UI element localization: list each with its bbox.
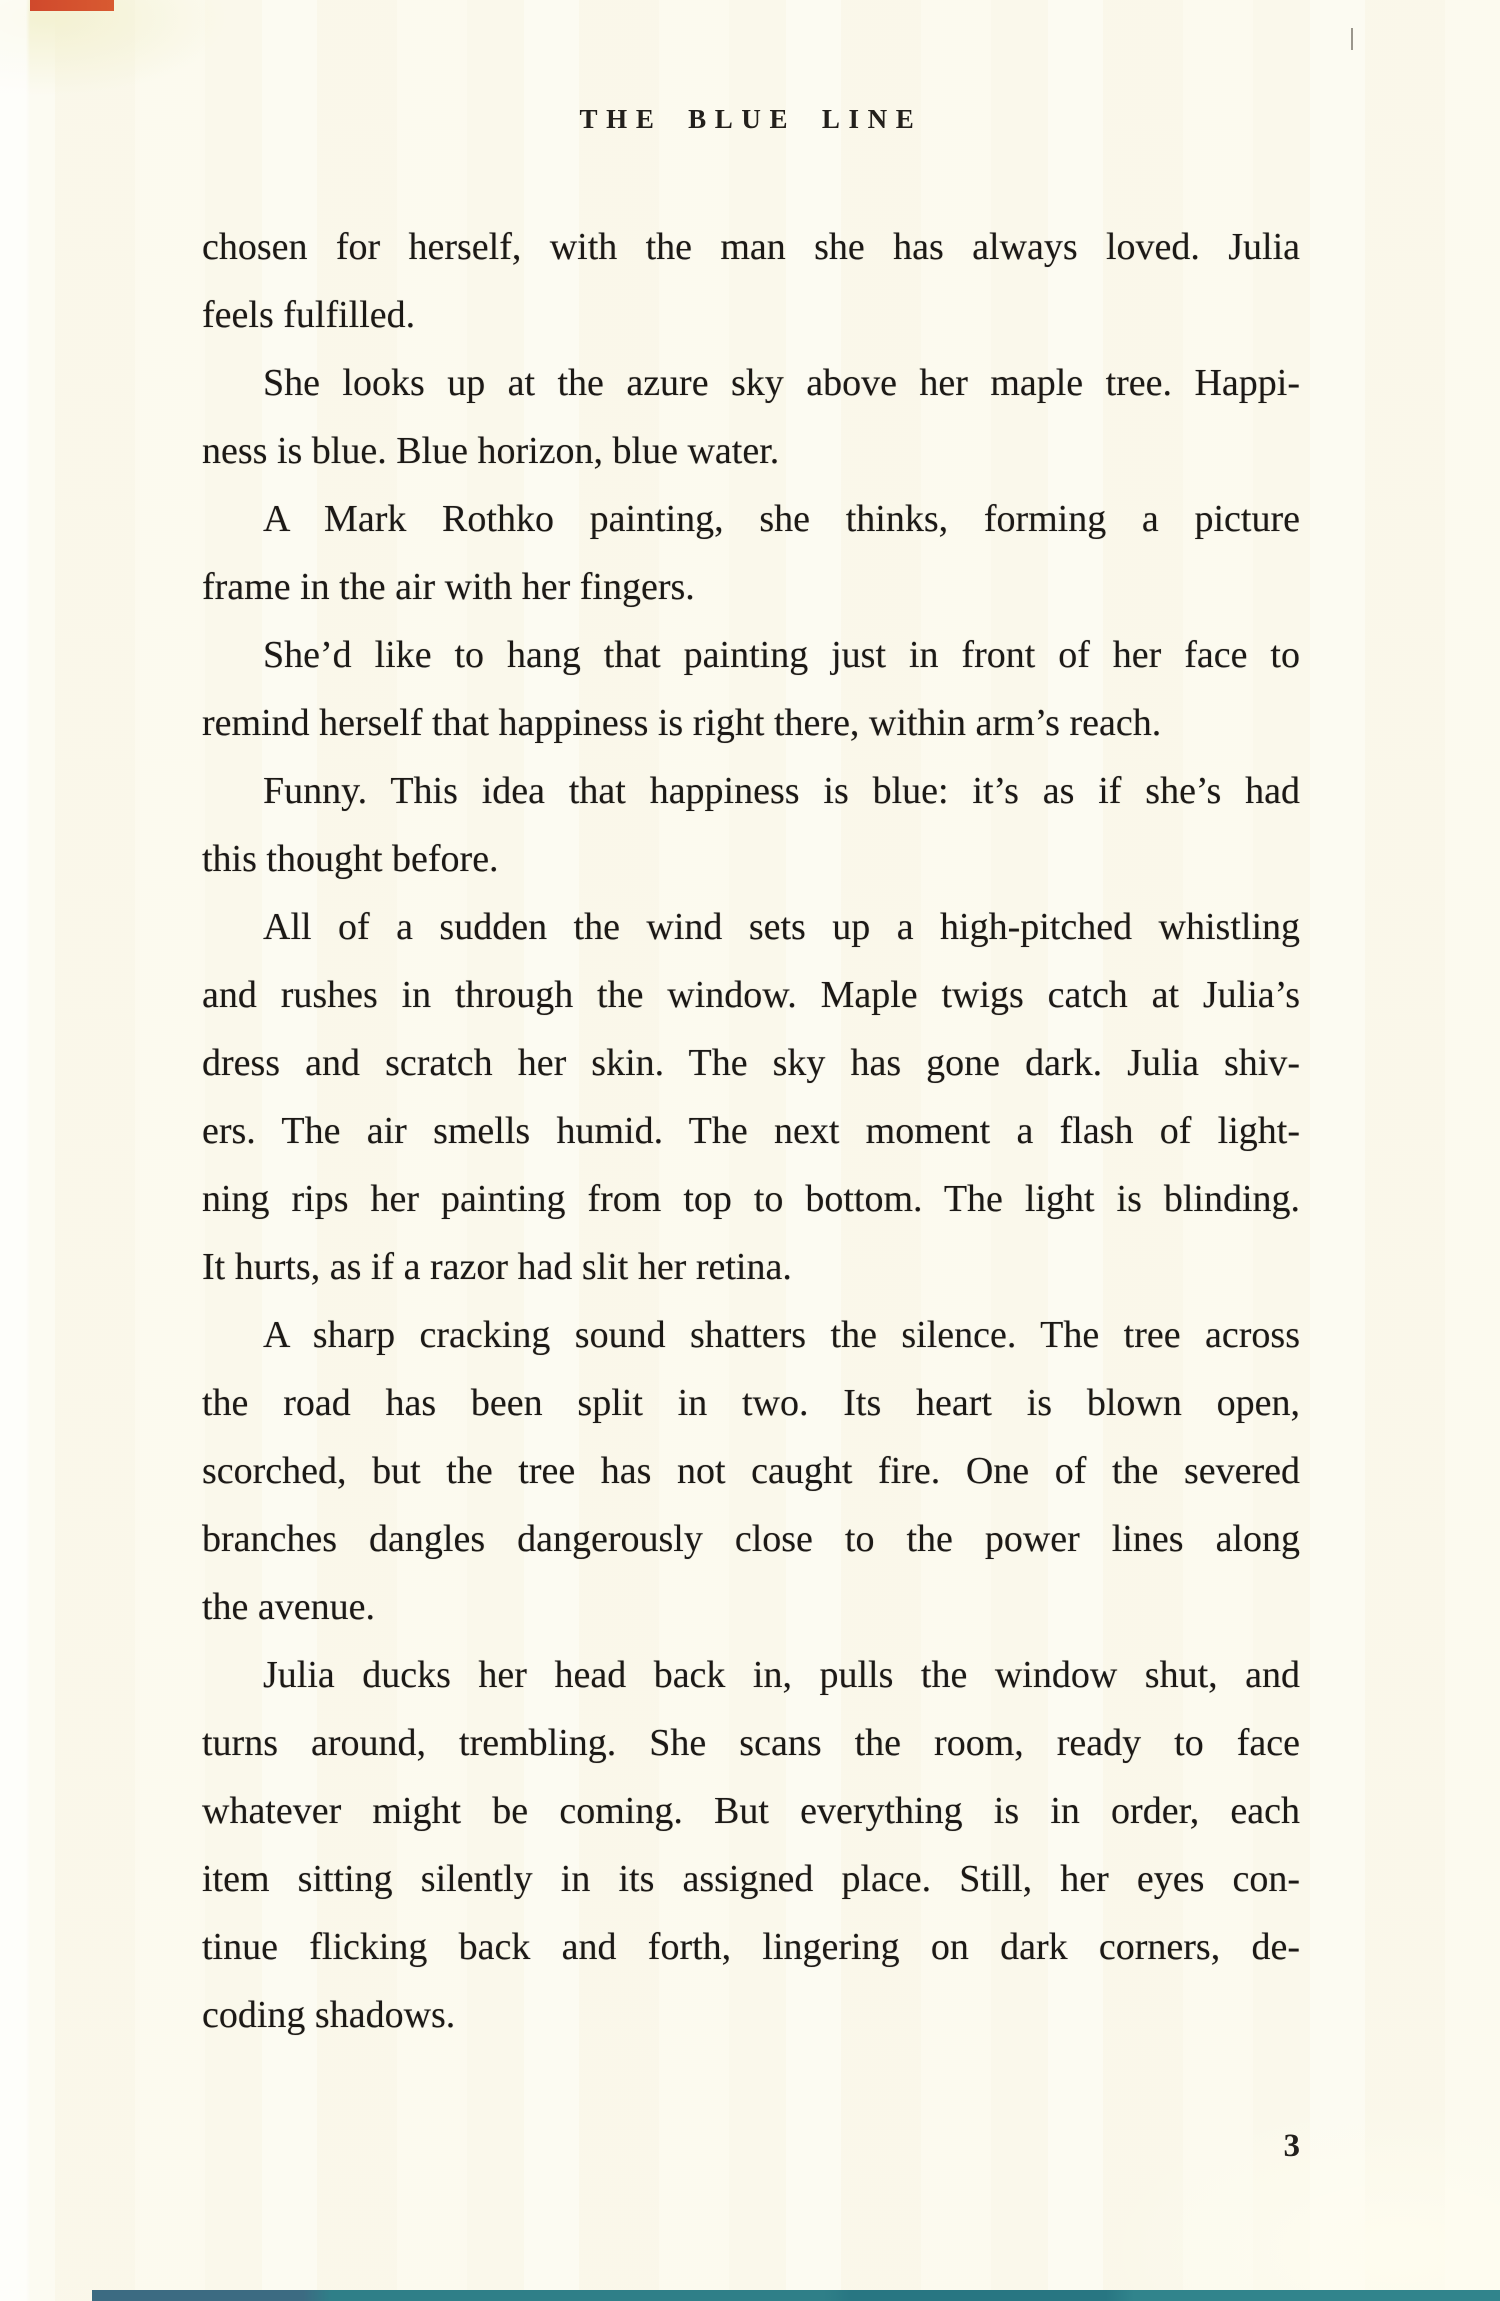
text-line: dress and scratch her skin. The sky has gone dark. Julia shiv- xyxy=(202,1042,1300,1084)
text-line: this thought before. xyxy=(202,838,499,880)
text-line: branches dangles dangerously close to the power lines along xyxy=(202,1518,1300,1560)
body-text xyxy=(202,213,1300,2049)
text-line: and rushes in through the window. Maple twigs catch at Julia’s xyxy=(202,974,1300,1016)
text-line: A Mark Rothko painting, she thinks, forming a picture xyxy=(263,498,1300,540)
scan-edge-artifact-top xyxy=(30,0,114,11)
text-line: Funny. This idea that happiness is blue: it’s as if she’s had xyxy=(263,770,1300,812)
text-line: She’d like to hang that painting just in front of her face to xyxy=(263,634,1300,676)
text-line: tinue flicking back and forth, lingering on dark corners, de- xyxy=(202,1926,1300,1968)
text-line: All of a sudden the wind sets up a high-pitched whistling xyxy=(263,906,1300,948)
text-line: chosen for herself, with the man she has always loved. Julia xyxy=(202,226,1300,268)
text-line: It hurts, as if a razor had slit her retina. xyxy=(202,1246,792,1288)
text-line: feels fulfilled. xyxy=(202,294,416,336)
text-line: the road has been split in two. Its heart is blown open, xyxy=(202,1382,1300,1424)
text-line: whatever might be coming. But everything is in order, each xyxy=(202,1790,1300,1832)
text-line: A sharp cracking sound shatters the silence. The tree across xyxy=(263,1314,1300,1356)
text-line: the avenue. xyxy=(202,1586,376,1628)
page-number: 3 xyxy=(1283,2128,1300,2164)
running-header: THE BLUE LINE xyxy=(579,104,923,134)
text-line: scorched, but the tree has not caught fire. One of the severed xyxy=(202,1450,1300,1492)
text-line: Julia ducks her head back in, pulls the window shut, and xyxy=(263,1654,1300,1696)
text-line: ness is blue. Blue horizon, blue water. xyxy=(202,430,780,472)
text-line: item sitting silently in its assigned place. Still, her eyes con- xyxy=(202,1858,1300,1900)
text-line: turns around, trembling. She scans the room, ready to face xyxy=(202,1722,1300,1764)
text-line: ning rips her painting from top to bottom. The light is blinding. xyxy=(202,1178,1300,1220)
text-line: frame in the air with her fingers. xyxy=(202,566,695,608)
scan-edge-artifact-bottom xyxy=(92,2290,1500,2301)
text-line: remind herself that happiness is right there, within arm’s reach. xyxy=(202,702,1162,744)
text-line: ers. The air smells humid. The next moment a flash of light- xyxy=(202,1110,1300,1152)
text-line: coding shadows. xyxy=(202,1994,456,2036)
scan-mark-icon xyxy=(1351,28,1353,50)
text-line: She looks up at the azure sky above her maple tree. Happi- xyxy=(263,362,1300,404)
